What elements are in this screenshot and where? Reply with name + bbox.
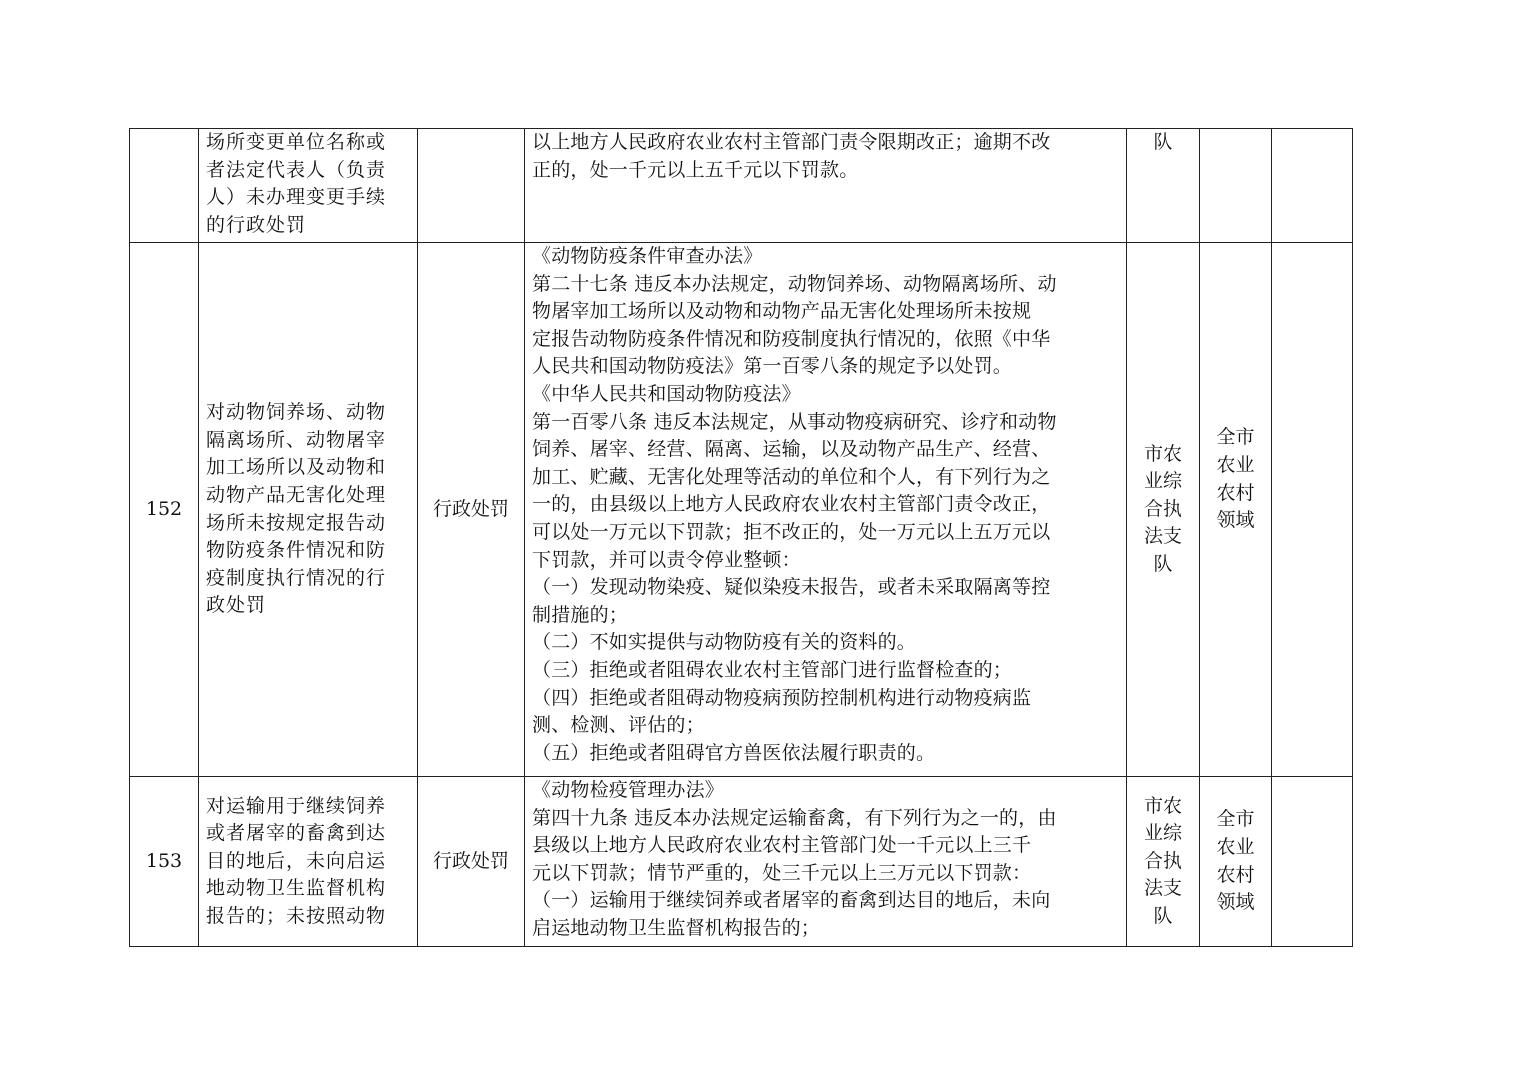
basis-line: （三）拒绝或者阻碍农业农村主管部门进行监督检查的； <box>532 658 1013 681</box>
subject-cell <box>1127 129 1200 243</box>
scope-line: 农业 <box>1216 453 1255 476</box>
legal-basis-cell <box>525 777 1127 947</box>
type-cell: 行政处罚 <box>418 243 525 777</box>
legal-basis-cell <box>525 129 1127 243</box>
item-line: 物防疫条件情况和防 <box>206 539 387 562</box>
basis-line: 物屠宰加工场所以及动物和动物产品无害化处理场所未按规 <box>532 300 1032 323</box>
item-line: 地动物卫生监督机构 <box>206 877 387 900</box>
basis-line: 第一百零八条 违反本法规定，从事动物疫病研究、诊疗和动物 <box>532 410 1057 433</box>
basis-line: 《中华人民共和国动物防疫法》 <box>532 382 801 405</box>
basis-line: 饲养、屠宰、经营、隔离、运输，以及动物产品生产、经营、 <box>532 438 1051 461</box>
scope-cell <box>1200 129 1272 243</box>
table-row <box>130 777 1353 947</box>
item-line: 目的地后，未向启运 <box>206 849 387 872</box>
note-cell <box>1272 777 1353 947</box>
item-line: 场所未按规定报告动 <box>206 511 387 534</box>
scope-line: 农村 <box>1216 481 1255 504</box>
subject-line: 合执 <box>1143 497 1182 520</box>
item-line: 人）未办理变更手续 <box>206 186 387 209</box>
row-number-cell <box>130 129 199 243</box>
basis-line: 人民共和国动物防疫法》第一百零八条的规定予以处罚。 <box>532 355 1013 378</box>
scope-line: 农村 <box>1216 863 1255 886</box>
scope-cell <box>1200 243 1272 777</box>
scope-line: 领域 <box>1216 509 1255 532</box>
basis-line: 第二十七条 违反本办法规定，动物饲养场、动物隔离场所、动 <box>532 272 1057 295</box>
subject-line: 市农 <box>1143 442 1182 465</box>
basis-line: 正的，处一千元以上五千元以下罚款。 <box>532 158 859 181</box>
type-cell: 行政处罚 <box>418 777 525 947</box>
basis-line: 县级以上地方人民政府农业农村主管部门处一千元以上三千 <box>532 834 1032 857</box>
basis-line: （一）运输用于继续饲养或者屠宰的畜禽到达目的地后，未向 <box>532 889 1051 912</box>
item-name-cell <box>199 243 418 777</box>
subject-line: 法支 <box>1143 525 1182 548</box>
subject-line: 业综 <box>1143 822 1182 845</box>
type-cell <box>418 129 525 243</box>
subject-line: 合执 <box>1143 849 1182 872</box>
item-line: 对运输用于继续饲养 <box>206 794 387 817</box>
subject-line: 队 <box>1153 131 1173 153</box>
basis-line: 测、检测、评估的； <box>532 714 705 737</box>
basis-line: 启运地动物卫生监督机构报告的； <box>532 916 821 939</box>
note-cell <box>1272 129 1353 243</box>
basis-line: （二）不如实提供与动物防疫有关的资料的。 <box>532 631 917 654</box>
subject-cell <box>1127 243 1200 777</box>
basis-line: 一的，由县级以上地方人民政府农业农村主管部门责令改正， <box>532 493 1051 516</box>
item-line: 或者屠宰的畜禽到达 <box>206 822 387 845</box>
note-cell <box>1272 243 1353 777</box>
basis-line: 以上地方人民政府农业农村主管部门责令限期改正；逾期不改 <box>532 131 1051 153</box>
basis-line: 《动物防疫条件审查办法》 <box>532 245 763 267</box>
item-name-cell <box>199 129 418 243</box>
item-line: 报告的；未按照动物 <box>206 904 387 927</box>
basis-line: （一）发现动物染疫、疑似染疫未报告，或者未采取隔离等控 <box>532 576 1051 599</box>
item-line: 场所变更单位名称或 <box>206 131 387 153</box>
item-name-cell <box>199 777 418 947</box>
subject-line: 队 <box>1153 904 1173 927</box>
basis-line: 元以下罚款；情节严重的，处三千元以上三万元以下罚款： <box>532 861 1032 884</box>
basis-line: 加工、贮藏、无害化处理等活动的单位和个人，有下列行为之 <box>532 465 1051 488</box>
item-line: 政处罚 <box>206 594 267 617</box>
basis-line: 可以处一万元以下罚款；拒不改正的，处一万元以上五万元以 <box>532 520 1051 543</box>
basis-line: 《动物检疫管理办法》 <box>532 779 725 801</box>
table-row <box>130 243 1353 777</box>
enforcement-table <box>129 128 1353 947</box>
item-line: 的行政处罚 <box>206 213 307 236</box>
legal-basis-cell <box>525 243 1127 777</box>
subject-line: 法支 <box>1143 877 1182 900</box>
basis-line: 第四十九条 违反本办法规定运输畜禽，有下列行为之一的，由 <box>532 806 1057 829</box>
scope-cell <box>1200 777 1272 947</box>
subject-line: 业综 <box>1143 470 1182 493</box>
basis-line: （四）拒绝或者阻碍动物疫病预防控制机构进行动物疫病监 <box>532 686 1032 709</box>
basis-line: 定报告动物防疫条件情况和防疫制度执行情况的，依照《中华 <box>532 327 1051 350</box>
basis-line: （五）拒绝或者阻碍官方兽医依法履行职责的。 <box>532 741 936 764</box>
subject-cell <box>1127 777 1200 947</box>
row-number-cell: 153 <box>130 777 199 947</box>
basis-line: 下罚款，并可以责令停业整顿： <box>532 548 801 571</box>
item-line: 动物产品无害化处理 <box>206 483 387 506</box>
item-line: 隔离场所、动物屠宰 <box>206 428 387 451</box>
subject-line: 队 <box>1153 552 1173 575</box>
scope-line: 农业 <box>1216 835 1255 858</box>
table-row <box>130 129 1353 243</box>
subject-line: 市农 <box>1143 794 1182 817</box>
item-line: 者法定代表人（负责 <box>206 158 387 181</box>
basis-line: 制措施的； <box>532 603 629 626</box>
scope-line: 全市 <box>1216 808 1255 831</box>
scope-line: 领域 <box>1216 891 1255 914</box>
scope-line: 全市 <box>1216 426 1255 449</box>
row-number-cell: 152 <box>130 243 199 777</box>
item-line: 对动物饲养场、动物 <box>206 401 387 424</box>
item-line: 加工场所以及动物和 <box>206 456 387 479</box>
item-line: 疫制度执行情况的行 <box>206 566 387 589</box>
